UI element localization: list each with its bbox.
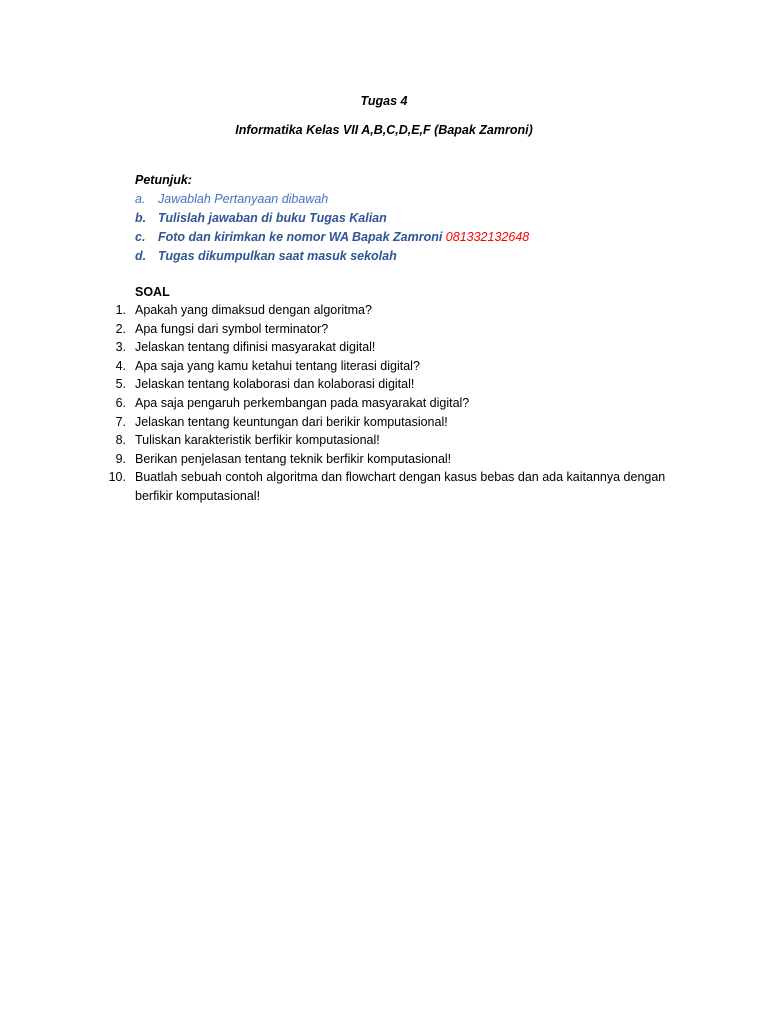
question-item (100, 375, 680, 394)
question-number: 7. (115, 414, 126, 429)
question-text: Apa saja pengaruh perkembangan pada masyarakat digital? (135, 395, 470, 410)
question-number: 4. (115, 358, 126, 373)
question-number: 9. (115, 451, 126, 466)
question-number: 2. (115, 321, 126, 336)
question-text: Apa fungsi dari symbol terminator? (135, 321, 329, 336)
question-number: 5. (115, 377, 126, 392)
question-item (100, 320, 680, 339)
document-title: Tugas 4 (360, 94, 408, 108)
question-text: Buatlah sebuah contoh algoritma dan flowchart dengan kasus bebas dan ada kaitannya dengan berfikir komputasional! (135, 470, 666, 503)
question-number: 1. (115, 303, 126, 317)
instruction-marker: c. (135, 230, 146, 244)
question-number: 10. (108, 470, 126, 485)
instruction-text: Tugas dikumpulkan saat masuk sekolah (158, 249, 397, 263)
instruction-text (158, 228, 529, 247)
question-text: Apakah yang dimaksud dengan algoritma? (135, 303, 372, 317)
question-item (100, 338, 680, 357)
instructions-section (135, 171, 530, 266)
question-number: 8. (115, 433, 126, 448)
question-number: 6. (115, 395, 126, 410)
question-number: 3. (115, 340, 126, 355)
question-item (100, 394, 680, 413)
question-text: Apa saja yang kamu ketahui tentang literasi digital? (135, 358, 420, 373)
instruction-text-main: Foto dan kirimkan ke nomor WA Bapak Zamroni (158, 230, 443, 244)
question-text: Berikan penjelasan tentang teknik berfikir komputasional! (135, 451, 452, 466)
instructions-heading: Petunjuk: (135, 173, 192, 187)
question-item (100, 413, 680, 432)
question-list (100, 301, 680, 506)
question-item (100, 468, 680, 505)
instruction-item (135, 209, 387, 228)
question-item (100, 431, 680, 450)
instruction-marker: a. (135, 192, 146, 206)
instruction-item (135, 228, 530, 247)
question-item (100, 301, 680, 320)
question-item (100, 450, 680, 469)
instruction-item (135, 190, 329, 209)
instruction-text: Jawablah Pertanyaan dibawah (158, 192, 329, 206)
instruction-marker: d. (135, 249, 147, 263)
instruction-text: Tulislah jawaban di buku Tugas Kalian (158, 211, 387, 225)
soal-heading: SOAL (135, 285, 170, 299)
question-text: Tuliskan karakteristik berfikir komputasional! (135, 433, 380, 448)
document-subtitle: Informatika Kelas VII A,B,C,D,E,F (Bapak Zamroni) (235, 123, 533, 137)
question-item (100, 357, 680, 376)
phone-number: 081332132648 (445, 230, 530, 244)
question-text: Jelaskan tentang keuntungan dari berikir komputasional! (135, 414, 448, 429)
question-text: Jelaskan tentang difinisi masyarakat digital! (135, 340, 376, 355)
instruction-item (135, 247, 397, 266)
question-text: Jelaskan tentang kolaborasi dan kolaborasi digital! (135, 377, 415, 392)
instruction-marker: b. (135, 211, 147, 225)
